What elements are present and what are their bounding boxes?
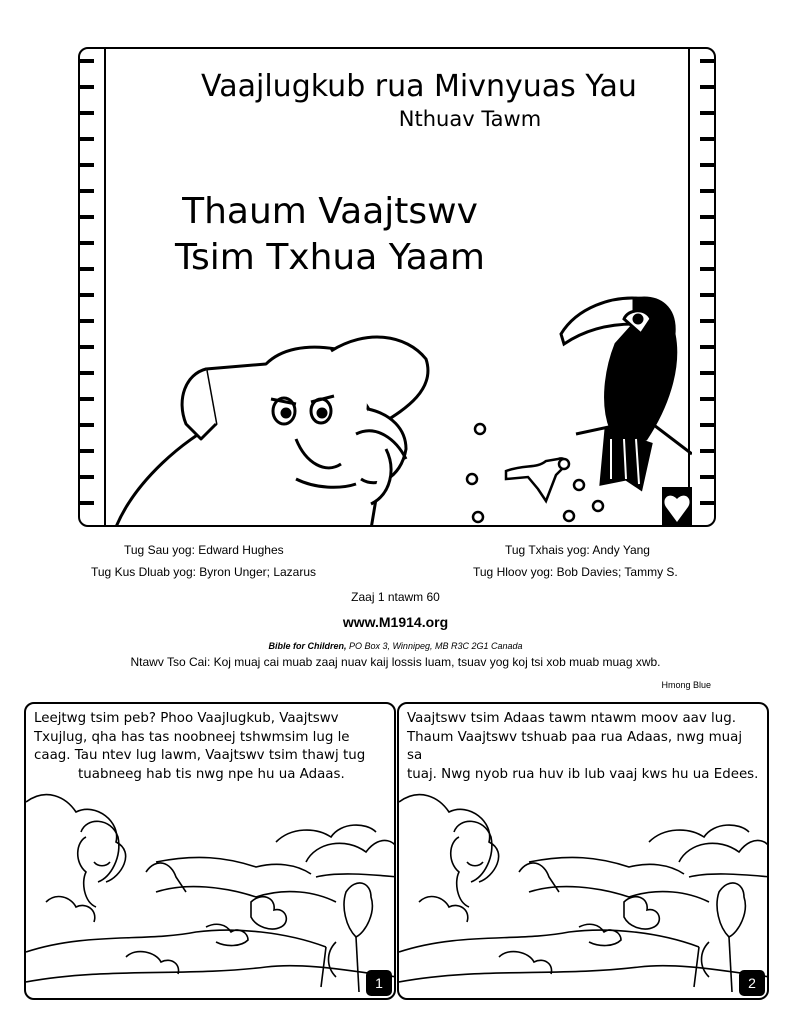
license-text: Ntawv Tso Cai: Koj muaj cai muab zaaj nuav kaij lossis luam, tsuav yog koj tsi xob muab muag xwb. xyxy=(130,655,661,669)
film-notch xyxy=(700,267,714,271)
film-notch xyxy=(80,267,94,271)
film-notch xyxy=(700,293,714,297)
publisher-name: Bible for Children, xyxy=(268,641,347,651)
film-notch xyxy=(700,449,714,453)
translator-credit: Tug Txhais yog: Andy Yang xyxy=(505,543,650,557)
film-notch xyxy=(80,85,94,89)
text-line: caag. Tau ntev lug lawm, Vaajtswv tsim thawj tug xyxy=(34,748,366,763)
film-notch xyxy=(80,475,94,479)
garden-illustration-2 xyxy=(399,782,769,1000)
film-notch xyxy=(80,449,94,453)
film-notch xyxy=(80,241,94,245)
toucan-illustration xyxy=(561,298,692,489)
film-strip-left xyxy=(80,49,106,525)
text-line: tuaj. Nwg nyob rua huv ib lub vaaj kws hu ua Edees. xyxy=(407,766,759,782)
text-line: Vaajtswv tsim Adaas tawm ntawm moov aav lug. xyxy=(407,711,736,726)
film-notch xyxy=(80,371,94,375)
story-panel-2 xyxy=(397,702,769,1000)
film-notch xyxy=(80,189,94,193)
panel-1-text xyxy=(34,710,386,784)
film-notch xyxy=(700,371,714,375)
text-line: Txujlug, qha has tas noobneej tshwmsim lug le xyxy=(34,729,350,745)
text-line: Leejtwg tsim peb? Phoo Vaajlugkub, Vaajtswv xyxy=(34,711,339,726)
film-notch xyxy=(80,293,94,297)
film-notch xyxy=(700,319,714,323)
film-notch xyxy=(80,319,94,323)
cover-frame xyxy=(78,47,716,527)
publisher-address xyxy=(0,641,791,651)
series-subtitle: Nthuav Tawm xyxy=(398,107,542,131)
story-panel-1 xyxy=(24,702,396,1000)
film-notch xyxy=(700,241,714,245)
text-line: Thaum Vaajtswv tshuab paa rua Adaas, nwg muaj sa xyxy=(407,729,743,763)
film-notch xyxy=(700,397,714,401)
heart-icon xyxy=(662,487,692,527)
cover-illustration xyxy=(106,239,692,527)
garden-illustration-1 xyxy=(26,782,396,1000)
film-notch xyxy=(700,501,714,505)
film-notch xyxy=(80,59,94,63)
language-label: Hmong Blue xyxy=(661,680,711,690)
film-notch xyxy=(700,59,714,63)
small-bird-illustration xyxy=(467,424,603,522)
film-notch xyxy=(700,215,714,219)
elephant-illustration xyxy=(116,337,428,527)
address-text: PO Box 3, Winnipeg, MB R3C 2G1 Canada xyxy=(346,641,523,651)
illustrator-credit: Tug Kus Dluab yog: Byron Unger; Lazarus xyxy=(91,565,317,579)
film-notch xyxy=(700,163,714,167)
page-number: 2 xyxy=(739,970,765,996)
story-title-line2: Tsim Txhua Yaam xyxy=(175,237,485,278)
film-notch xyxy=(700,423,714,427)
film-notch xyxy=(700,345,714,349)
film-notch xyxy=(700,189,714,193)
film-notch xyxy=(700,475,714,479)
film-notch xyxy=(80,111,94,115)
film-notch xyxy=(700,137,714,141)
film-notch xyxy=(80,501,94,505)
adapter-credit: Tug Hloov yog: Bob Davies; Tammy S. xyxy=(473,565,678,579)
film-notch xyxy=(80,397,94,401)
series-title: Vaajlugkub rua Mivnyuas Yau xyxy=(201,69,637,104)
text-line: tuabneeg hab tis nwg npe hu ua Adaas. xyxy=(78,766,345,782)
website-link[interactable]: www.M1914.org xyxy=(342,614,449,630)
film-notch xyxy=(80,345,94,349)
film-notch xyxy=(80,163,94,167)
author-credit: Tug Sau yog: Edward Hughes xyxy=(124,543,284,557)
film-notch xyxy=(80,215,94,219)
panel-2-text xyxy=(407,710,759,784)
film-notch xyxy=(80,137,94,141)
story-title-line1: Thaum Vaajtswv xyxy=(182,191,478,232)
film-notch xyxy=(80,423,94,427)
story-number: Zaaj 1 ntawm 60 xyxy=(351,590,440,604)
page-number: 1 xyxy=(366,970,392,996)
